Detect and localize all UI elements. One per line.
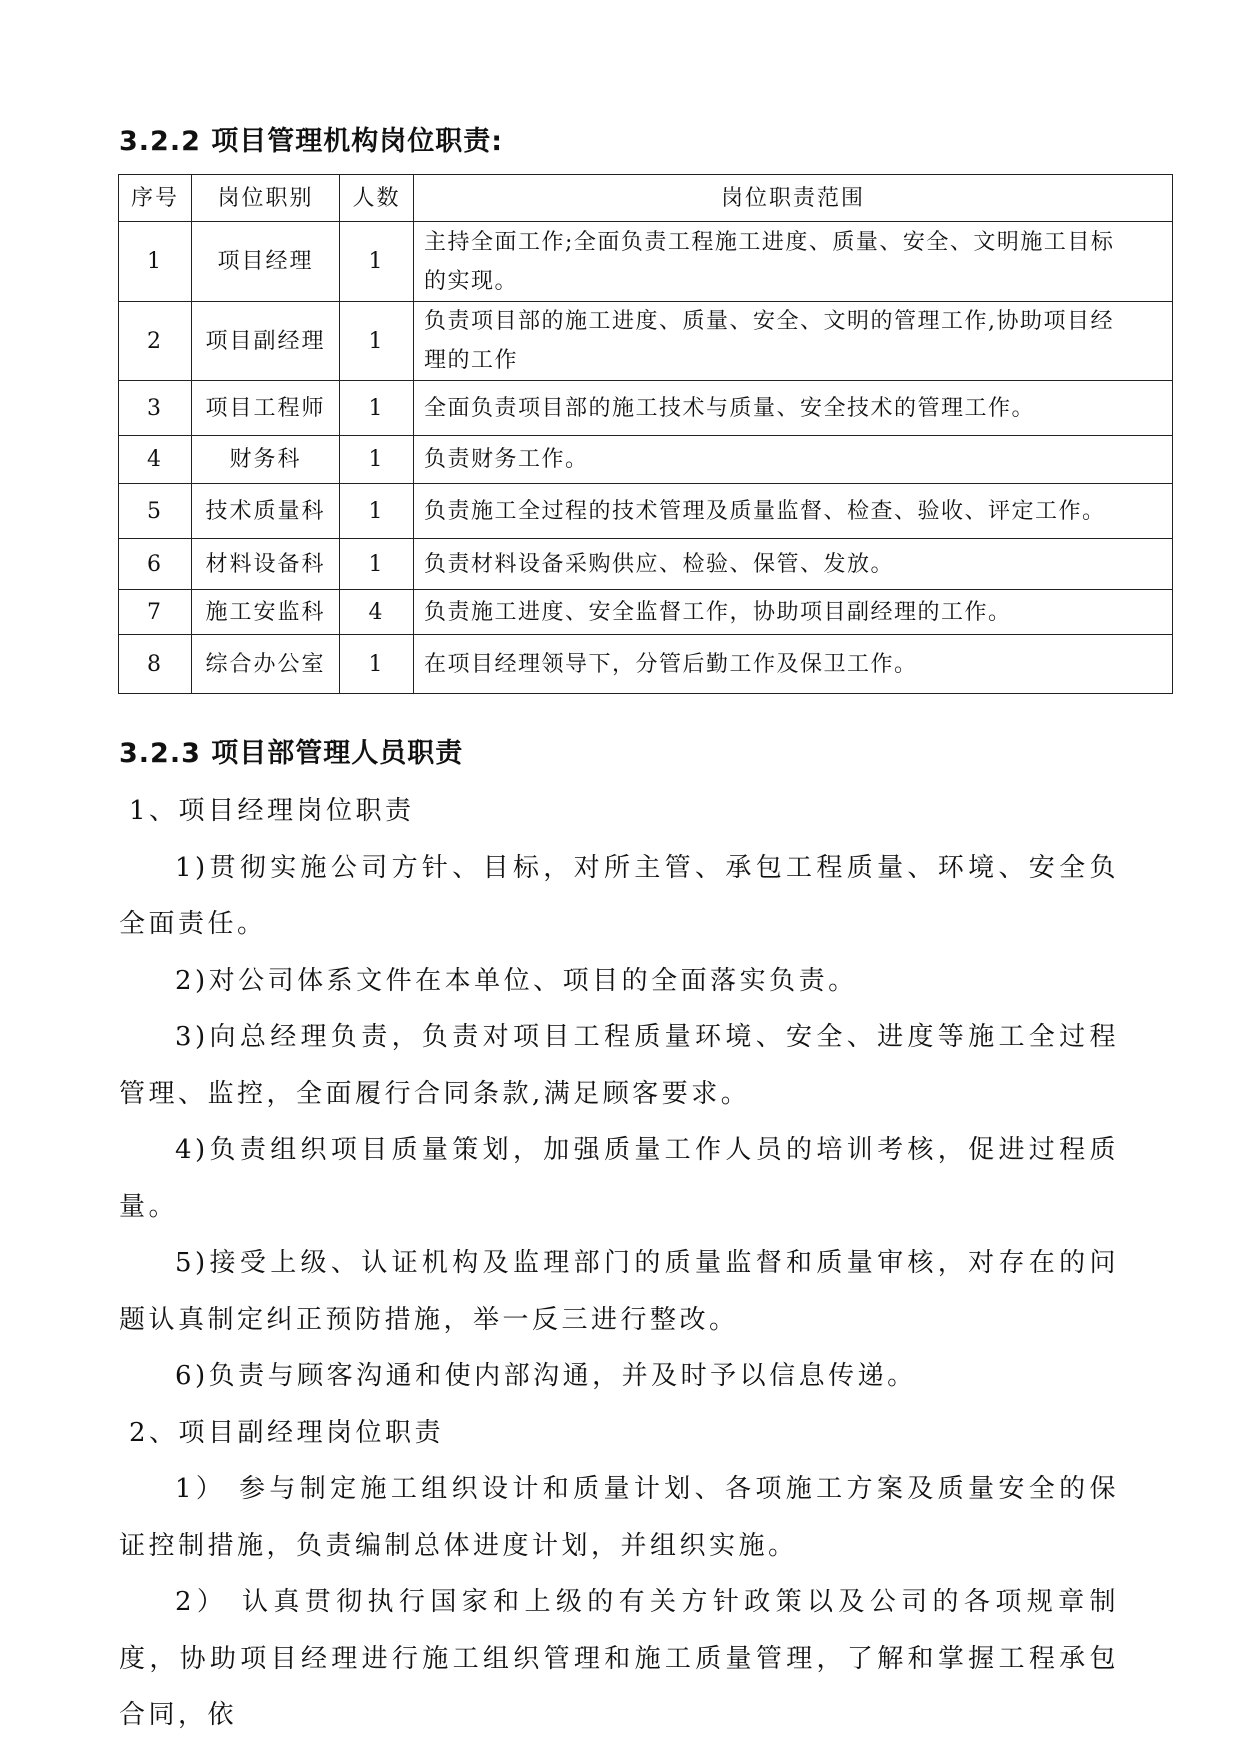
table-row [119, 302, 1173, 381]
subsection-heading: 2、项目副经理岗位职责 [129, 1417, 445, 1448]
row-duty [414, 302, 1173, 381]
section-title-3-2-3: 3.2.3 项目部管理人员职责 [119, 738, 464, 769]
table-row [119, 635, 1173, 694]
row-no: 6 [119, 539, 192, 590]
duty-line: 理的工作 [424, 348, 519, 373]
table-row [119, 381, 1173, 436]
table-row [119, 484, 1173, 539]
row-role: 项目工程师 [192, 381, 340, 436]
row-no: 2 [119, 302, 192, 381]
row-role: 材料设备科 [192, 539, 340, 590]
duty-line: 的实现。 [424, 268, 519, 294]
header-no: 序号 [119, 175, 192, 222]
paragraph: 2)对公司体系文件在本单位、项目的全面落实负责。 [175, 965, 858, 996]
row-duty: 负责施工全过程的技术管理及质量监督、检查、验收、评定工作。 [414, 484, 1173, 539]
row-count: 1 [340, 381, 414, 436]
row-no: 3 [119, 381, 192, 436]
row-count: 1 [340, 539, 414, 590]
paragraph: 5)接受上级、认证机构及监理部门的质量监督和质量审核，对存在的问题认真制定纠正预防措施，举一反三进行整改。 [119, 1248, 1119, 1335]
header-duty: 岗位职责范围 [414, 175, 1173, 222]
position-duty-table [118, 174, 1173, 694]
row-count: 1 [340, 484, 414, 539]
table-row [119, 590, 1173, 635]
row-no: 4 [119, 436, 192, 484]
row-duty [414, 222, 1173, 302]
table-header-row [119, 175, 1173, 222]
row-duty: 负责材料设备采购供应、检验、保管、发放。 [414, 539, 1173, 590]
row-duty: 负责财务工作。 [414, 436, 1173, 484]
row-count: 4 [340, 590, 414, 635]
row-no: 8 [119, 635, 192, 694]
row-no: 5 [119, 484, 192, 539]
row-duty: 在项目经理领导下，分管后勤工作及保卫工作。 [414, 635, 1173, 694]
duty-line: 主持全面工作;全面负责工程施工进度、质量、安全、文明施工目标 [424, 229, 1115, 255]
table-row [119, 222, 1173, 302]
duty-line: 负责项目部的施工进度、质量、安全、文明的管理工作,协助项目经 [424, 309, 1114, 334]
row-duty: 负责施工进度、安全监督工作，协助项目副经理的工作。 [414, 590, 1173, 635]
duty-body-text [119, 783, 1119, 1744]
row-no: 1 [119, 222, 192, 302]
row-count: 1 [340, 222, 414, 302]
row-role: 项目经理 [192, 222, 340, 302]
row-count: 1 [340, 302, 414, 381]
section-title-3-2-2: 3.2.2 项目管理机构岗位职责: [119, 126, 504, 157]
paragraph: 1)贯彻实施公司方针、目标，对所主管、承包工程质量、环境、安全负全面责任。 [119, 852, 1119, 939]
paragraph: 2） 认真贯彻执行国家和上级的有关方针政策以及公司的各项规章制度，协助项目经理进行施工组织管理和施工质量管理，了解和掌握工程承包合同，依 [119, 1587, 1119, 1730]
table-row [119, 436, 1173, 484]
table-row [119, 539, 1173, 590]
subsection-heading: 1、项目经理岗位职责 [129, 796, 415, 826]
row-count: 1 [340, 635, 414, 694]
row-role: 综合办公室 [192, 635, 340, 694]
row-duty: 全面负责项目部的施工技术与质量、安全技术的管理工作。 [414, 381, 1173, 436]
paragraph: 3)向总经理负责，负责对项目工程质量环境、安全、进度等施工全过程管理、监控，全面履行合同条款,满足顾客要求。 [119, 1022, 1119, 1109]
row-no: 7 [119, 590, 192, 635]
header-role: 岗位职别 [192, 175, 340, 222]
row-role: 施工安监科 [192, 590, 340, 635]
paragraph: 4)负责组织项目质量策划，加强质量工作人员的培训考核，促进过程质量。 [119, 1135, 1119, 1222]
paragraph: 6)负责与顾客沟通和使内部沟通，并及时予以信息传递。 [175, 1361, 917, 1391]
header-count: 人数 [340, 175, 414, 222]
row-count: 1 [340, 436, 414, 484]
paragraph: 1） 参与制定施工组织设计和质量计划、各项施工方案及质量安全的保证控制措施，负责编制总体进度计划，并组织实施。 [119, 1474, 1119, 1561]
row-role: 项目副经理 [192, 302, 340, 381]
row-role: 财务科 [192, 436, 340, 484]
row-role: 技术质量科 [192, 484, 340, 539]
